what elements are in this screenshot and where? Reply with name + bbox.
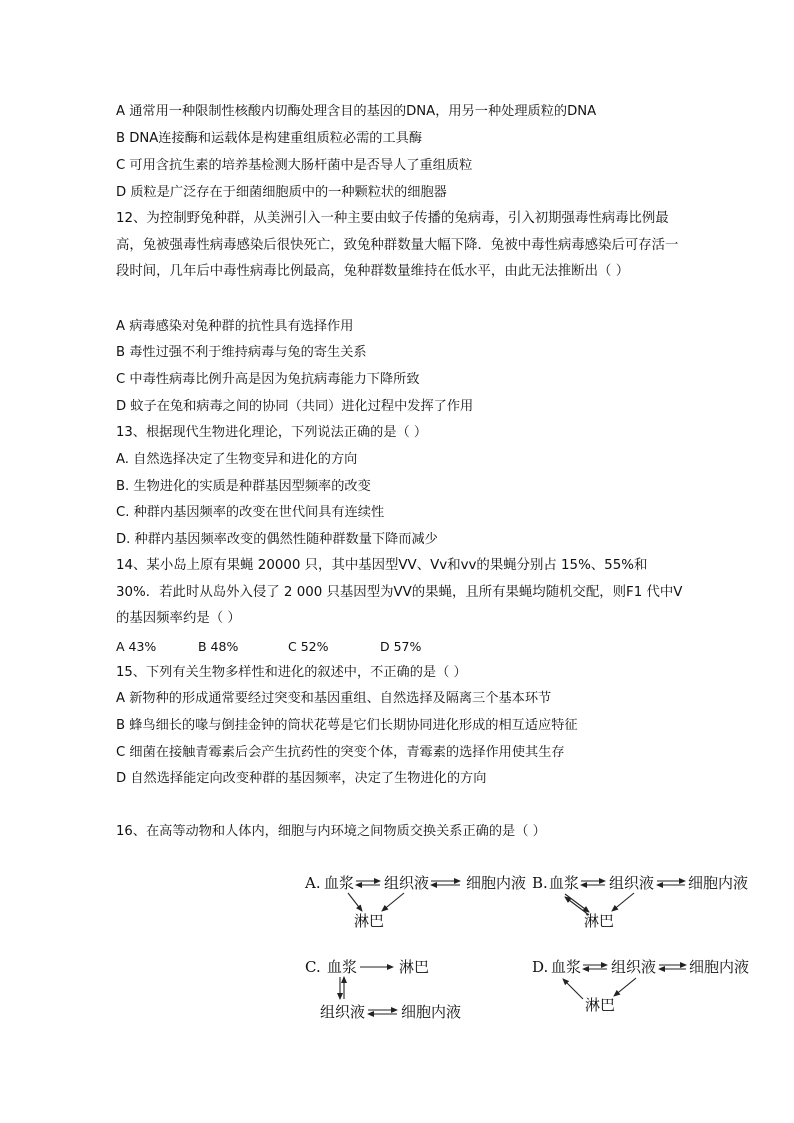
- q15-option-d: D 自然选择能定向改变种群的基因频率，决定了生物进化的方向: [116, 771, 487, 786]
- q12-option-b: B 毒性过强不利于维持病毒与兔的寄生关系: [116, 345, 367, 360]
- q15-option-c: C 细菌在接触青霉素后会产生抗药性的突变个体，青霉素的选择作用使其生存: [116, 745, 565, 760]
- q14-option-a: A 43%: [116, 639, 157, 654]
- diagram-a-letter: A.: [305, 874, 321, 892]
- q13-option-c: C. 种群内基因频率的改变在世代间具有连续性: [116, 505, 385, 520]
- diagram-b-lymph: 淋巴: [584, 912, 615, 930]
- diagram-a-plasma: 血浆: [324, 874, 355, 892]
- diagram-d-plasma: 血浆: [551, 958, 582, 976]
- q15-option-b: B 蜂鸟细长的喙与倒挂金钟的筒状花萼是它们长期协同进化形成的相互适应特征: [116, 718, 578, 733]
- diagram-c-lymph: 淋巴: [399, 958, 430, 976]
- diagram-c-plasma: 血浆: [327, 958, 358, 976]
- diagram-d-tissue-fluid: 组织液: [611, 958, 657, 976]
- q12-option-a: A 病毒感染对兔种群的抗性具有选择作用: [116, 319, 354, 334]
- q11-option-c: C 可用含抗生素的培养基检测大肠杆菌中是否导人了重组质粒: [116, 158, 473, 173]
- diagram-c-tissue-fluid: 组织液: [320, 1003, 366, 1021]
- q11-option-a: A 通常用一种限制性核酸内切酶处理含目的基因的DNA，用另一种处理质粒的DNA: [116, 104, 597, 119]
- diagram-d-lymph: 淋巴: [585, 996, 616, 1014]
- q13-stem: 13、根据现代生物进化理论，下列说法正确的是（ ）: [116, 425, 428, 440]
- q14-stem: 14、某小岛上原有果蝇 20000 只，其中基因型VV、Vv和vv的果蝇分别占 15%、55%和 30%．若此时从岛外入侵了 2 000 只基因型为VV的果蝇，且所有果蝇均随机交配，则F1 代中V的基因频率约是（ ）: [116, 558, 683, 626]
- q13-option-d: D. 种群内基因频率改变的偶然性随种群数量下降而减少: [116, 532, 438, 547]
- q13-option-b: B. 生物进化的实质是种群基因型频率的改变: [116, 479, 371, 494]
- diagram-b-tissue-fluid: 组织液: [609, 874, 655, 892]
- diagram-c-letter: C.: [305, 958, 321, 976]
- q14-option-c: C 52%: [288, 639, 329, 654]
- diagram-b-intracellular: 细胞内液: [688, 874, 749, 892]
- q12-option-c: C 中毒性病毒比例升高是因为兔抗病毒能力下降所致: [116, 372, 420, 387]
- q15-option-a: A 新物种的形成通常要经过突变和基因重组、自然选择及隔离三个基本环节: [116, 691, 552, 706]
- diagram-d-intracellular: 细胞内液: [689, 958, 750, 976]
- q16-stem: 16、在高等动物和人体内，细胞与内环境之间物质交换关系正确的是（ ）: [116, 824, 546, 839]
- q13-option-a: A. 自然选择决定了生物变异和进化的方向: [116, 452, 358, 467]
- diagram-a-lymph: 淋巴: [354, 912, 385, 930]
- q12-option-d: D 蚊子在兔和病毒之间的协同（共同）进化过程中发挥了作用: [116, 399, 474, 414]
- q11-option-d: D 质粒是广泛存在于细菌细胞质中的一种颗粒状的细胞器: [116, 185, 447, 200]
- diagram-b-letter: B.: [532, 874, 548, 892]
- q14-options: [116, 638, 421, 656]
- diagram-a-tissue-fluid: 组织液: [384, 874, 430, 892]
- diagram-b-plasma: 血浆: [549, 874, 580, 892]
- diagram-d-letter: D.: [532, 958, 549, 976]
- diagram-a-intracellular: 细胞内液: [466, 874, 527, 892]
- diagram-c-intracellular: 细胞内液: [401, 1003, 462, 1021]
- q11-option-b: B DNA连接酶和运载体是构建重组质粒必需的工具酶: [116, 131, 423, 146]
- q14-option-d: D 57%: [380, 639, 422, 654]
- q12-stem: 12、为控制野兔种群，从美洲引入一种主要由蚊子传播的兔病毒，引入初期强毒性病毒比例最高，兔被强毒性病毒感染后很快死亡，致兔种群数量大幅下降．兔被中毒性病毒感染后可存活一段时间，几年后中毒性病毒比例最高，兔种群数量维持在低水平，由此无法推断出（ ）: [116, 211, 679, 279]
- q14-option-b: B 48%: [198, 639, 239, 654]
- q15-stem: 15、下列有关生物多样性和进化的叙述中，不正确的是（ ）: [116, 665, 467, 680]
